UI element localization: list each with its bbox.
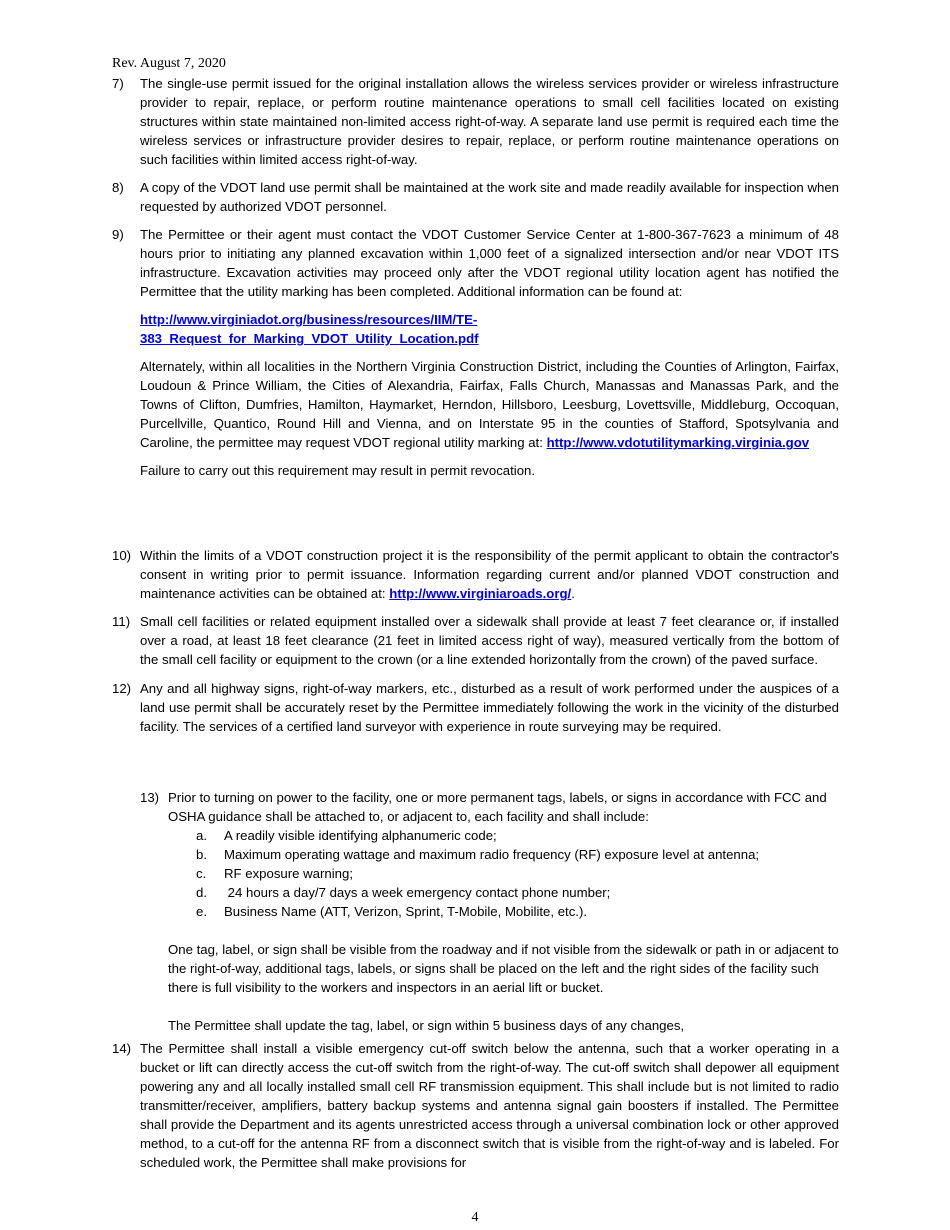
item-number: 8) [112, 180, 124, 195]
list-item-10: 10) Within the limits of a VDOT construction project it is the responsibility of the permit applicant to obtain the contractor's consent in writing prior to permit issuance. Information regarding current and/or planned VDOT construction and maintenance activities can be obtained at: http://www.virginiaroads.org/. [112, 548, 839, 601]
item-number: 10) [112, 548, 132, 563]
item-number: 9) [112, 227, 124, 242]
sub-item-b: b. Maximum operating wattage and maximum radio frequency (RF) exposure level at antenna; [196, 847, 760, 862]
list-item-9 [112, 225, 839, 489]
list-item-8 [112, 178, 839, 225]
failure-note: Failure to carry out this requirement may result in permit revocation. [140, 463, 536, 478]
page-number: 4 [471, 1210, 479, 1225]
item-text: The single-use permit issued for the original installation allows the wireless services provider or wireless infrastructure provider to repair, replace, or perform routine maintenance operations to small cell facilities located on existing structures within state maintained non-limited access right-of-way. A separate land use permit is required each time the wireless services or infrastructure provider desires to repair, replace, or perform routine maintenance operations on such facilities within limited access right-of-way. [140, 76, 839, 167]
item-text: Prior to turning on power to the facility, one or more permanent tags, labels, or signs in accordance with FCC and OSHA guidance shall be attached to, or adjacent to, each facility and shall include: [168, 790, 827, 824]
list-item-7 [112, 74, 839, 178]
item-text: A copy of the VDOT land use permit shall be maintained at the work site and made readily available for inspection when requested by authorized VDOT personnel. [140, 180, 839, 214]
sub-item-a: a. A readily visible identifying alphanumeric code; [196, 828, 497, 843]
item-number: 12) [112, 681, 132, 696]
visibility-paragraph: One tag, label, or sign shall be visible from the roadway and if not visible from the sidewalk or path in or adjacent to the right-of-way, additional tags, labels, or signs shall be placed on the left and the right sides of the facility such there is full visibility to the workers and inspectors in an aerial lift or bucket. [168, 942, 839, 995]
marking-pdf-link[interactable]: http://www.virginiadot.org/business/resources/IIM/TE- 383_Request_for_Marking_VDOT_Utility_Location.pdf [140, 312, 479, 346]
sub-item-e: e. Business Name (ATT, Verizon, Sprint, T-Mobile, Mobilite, etc.). [196, 904, 588, 919]
update-paragraph: The Permittee shall update the tag, label, or sign within 5 business days of any changes, [168, 1018, 685, 1033]
item-text: Any and all highway signs, right-of-way markers, etc., disturbed as a result of work performed under the auspices of a land use permit shall be accurately reset by the Permittee immediately following the work in the vicinity of the disturbed facility. The services of a certified land surveyor with experience in route surveying may be required. [140, 681, 839, 734]
item-text: Small cell facilities or related equipment installed over a sidewalk shall provide at least 7 feet clearance or, if installed over a road, at least 18 feet clearance (21 feet in limited access right of way), measured vertically from the bottom of the small cell facility or equipment to the crown (or a line extended horizontally from the crown) of the paved surface. [140, 614, 839, 667]
item-text: The Permittee or their agent must contact the VDOT Customer Service Center at 1-800-367-7623 a minimum of 48 hours prior to initiating any planned excavation within 1,000 feet of a signalized intersection and/or near VDOT ITS infrastructure. Excavation activities may proceed only after the VDOT regional utility location agent has notified the Permittee that the utility marking has been completed. Additional information can be found at: [140, 227, 839, 299]
list-item-11 [112, 612, 839, 678]
item-text: The Permittee shall install a visible emergency cut-off switch below the antenna, such that a worker operating in a bucket or lift can directly access the cut-off switch from the right-of-way. The cut-off switch shall depower all equipment powering any and all locally installed small cell RF transmission equipment. This shall include but is not limited to radio transmitter/receiver, amplifiers, battery backup systems and antenna signal gain boosters if installed. The Permittee shall provide the Department and its agents unrestricted access through a universal combination lock or other approved method, to a cut-off for the antenna RF from a disconnect switch that is visible from the right-of-way and is labeled. For scheduled work, the Permittee shall make provisions for [140, 1041, 839, 1170]
virginiaroads-link[interactable]: http://www.virginiaroads.org/ [389, 586, 572, 601]
utility-marking-link[interactable]: http://www.vdotutilitymarking.virginia.gov [546, 435, 810, 450]
revision-date: Rev. August 7, 2020 [112, 56, 226, 71]
alternate-text: Alternately, within all localities in the Northern Virginia Construction District, including the Counties of Arlington, Fairfax, Loudoun & Prince William, the Cities of Alexandria, Fairfax, Falls Church, Manassas and Manassas Park, and the Towns of Clifton, Dumfries, Hamilton, Haymarket, Herndon, Hillsboro, Leesburg, Lovettsville, Middleburg, Occoquan, Purcellville, Quantico, Round Hill and Vienna, and on Interstate 95 in the counties of Stafford, Spotsylvania and Caroline, the permittee may request VDOT regional utility marking at: [140, 359, 839, 450]
item-text: Within the limits of a VDOT construction project it is the responsibility of the permit applicant to obtain the contractor's consent in writing prior to permit issuance. Information regarding current and/or planned VDOT construction and maintenance activities can be obtained at: [140, 548, 839, 601]
item-number: 7) [112, 76, 124, 91]
item-number: 14) [112, 1041, 132, 1056]
sub-item-d: d. 24 hours a day/7 days a week emergency contact phone number; [196, 885, 611, 900]
sub-item-c: c. RF exposure warning; [196, 866, 354, 881]
list-item-14 [112, 1039, 839, 1181]
item-number: 13) [140, 790, 160, 805]
item-number: 11) [112, 614, 131, 629]
list-item-13 [140, 788, 840, 1035]
list-item-12 [112, 679, 839, 745]
sub-list [168, 826, 840, 921]
